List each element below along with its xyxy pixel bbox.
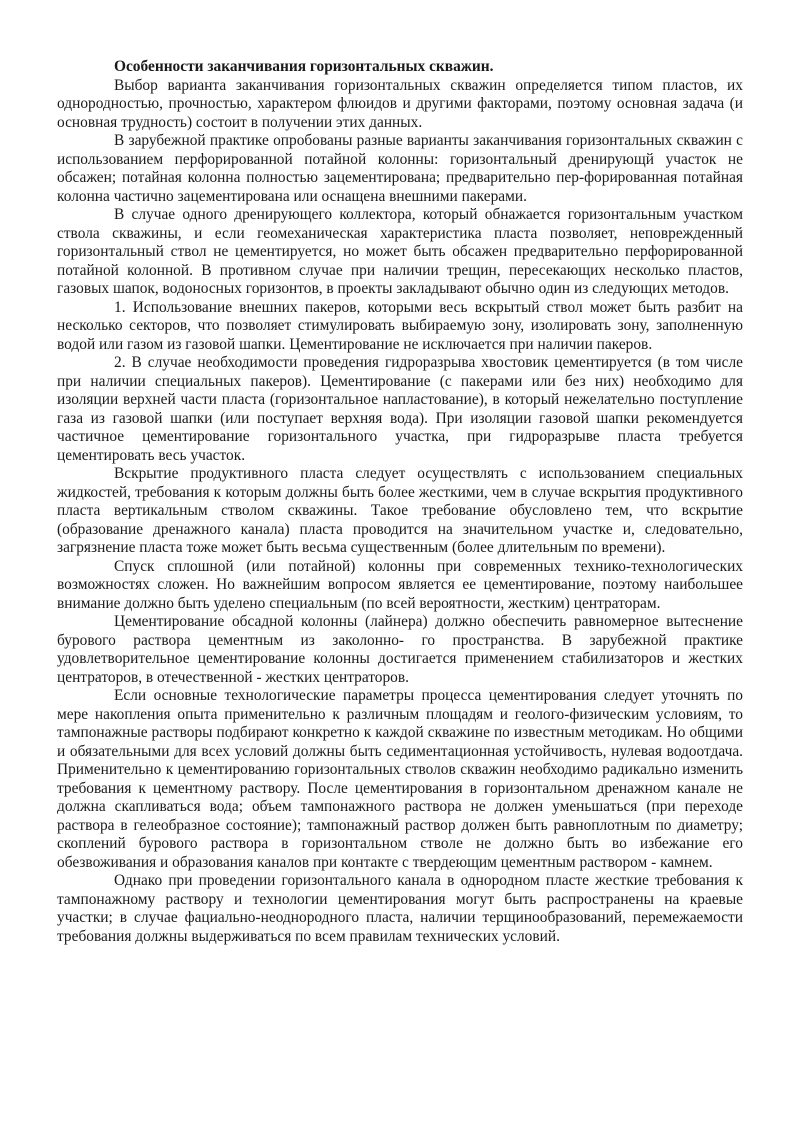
paragraph-3: В случае одного дренирующего коллектора, который обнажается горизонтальным участком ствола скважины, и если геомеханическая характеристика пласта позволяет, неповрежденный горизонтальный ствол не цементируется, но может быть обсажен предварительно перфорированной потайной колонной. В противном случае при наличии трещин, пересекающих несколько пластов, газовых шапок, водоносных горизонтов, в проекты закладывают обычно один из следующих методов. bbox=[57, 206, 743, 297]
document-title: Особенности заканчивания горизонтальных скважин. bbox=[114, 58, 494, 75]
paragraph-8: Цементирование обсадной колонны (лайнера) должно обеспечить равномерное вытеснение бурового раствора цементным из заколонно- го пространства. В зарубежной практике удовлетворительное цементирование колонны достигается применением стабилизаторов и жестких центраторов, в отечественной - жестких центраторов. bbox=[57, 613, 743, 686]
paragraph-2: В зарубежной практике опробованы разные варианты заканчивания горизонтальных скважин с использованием перфорированной потайной колонны: горизонтальный дренирующй участок не обсажен; потайная колонна полностью зацементирована; предварительно пер-форированная потайная колонна частично зацементирована или оснащена внешними пакерами. bbox=[57, 132, 743, 205]
paragraph-7: Спуск сплошной (или потайной) колонны при современных технико-технологических возможностях сложен. Но важнейшим вопросом является ее цементирование, поэтому наибольшее внимание должно быть уделено специальным (по всей вероятности, жестким) центраторам. bbox=[57, 557, 743, 612]
paragraph-10: Однако при проведении горизонтального канала в однородном пласте жесткие требования к тампонажному раствору и технологии цементирования могут быть распространены на краевые участки; в случае фациально-неоднородного пласта, наличии терщинообразований, перемежаемости требования должны выдерживаться по всем правилам технических условий. bbox=[57, 872, 743, 945]
paragraph-5: 2. В случае необходимости проведения гидроразрыва хвостовик цементируется (в том числе при наличии специальных пакеров). Цементирование (с пакерами или без них) необходимо для изоляции верхней части пласта (горизонтальное напластование), в который нежелательно поступление газа из газовой шапки (или поступает верхняя вода). При изоляции газовой шапки рекомендуется частичное цементирование горизонтального участка, при гидроразрыве пласта требуется цементировать весь участок. bbox=[57, 354, 743, 464]
paragraph-1: Выбор варианта заканчивания горизонтальных скважин определяется типом пластов, их однородностью, прочностью, характером флюидов и другими факторами, поэтому основная задача (и основная трудность) состоит в получении этих данных. bbox=[57, 76, 743, 131]
paragraph-6: Вскрытие продуктивного пласта следует осуществлять с использованием специальных жидкостей, требования к которым должны быть более жесткими, чем в случае вскрытия продуктивного пласта вертикальным стволом скважины. Такое требование обусловлено тем, что вскрытие (образование дренажного канала) пласта проводится на значительном участке и, следовательно, загрязнение пласта тоже может быть весьма существенным (более длительным по времени). bbox=[57, 465, 743, 556]
paragraph-4: 1. Использование внешних пакеров, которыми весь вскрытый ствол может быть разбит на несколько секторов, что позволяет стимулировать выбираемую зону, изолировать зону, заполненную водой или газом из газовой шапки. Цементирование не исключается при наличии пакеров. bbox=[57, 298, 743, 353]
paragraph-9: Если основные технологические параметры процесса цементирования следует уточнять по мере накопления опыта применительно к различным площадям и геолого-физическим условиям, то тампонажные растворы подбирают конкретно к каждой скважине по известным методикам. Но общими и обязательными для всех условий должны быть седиментационная устойчивость, нулевая водоотдача. Применительно к цементированию горизонтальных стволов скважин необходимо радикально изменить требования к цементному раствору. После цементирования в горизонтальном дренажном канале не должна скапливаться вода; объем тампонажного раствора не должен уменьшаться (при переходе раствора в гелеобразное состояние); тампонажный раствор должен быть равноплотным по диаметру; скоплений бурового раствора в горизонтальном стволе не должно быть во избежание его обезвоживания и образования каналов при контакте с твердеющим цементным раствором - камнем. bbox=[57, 687, 743, 871]
document-page bbox=[57, 58, 743, 946]
